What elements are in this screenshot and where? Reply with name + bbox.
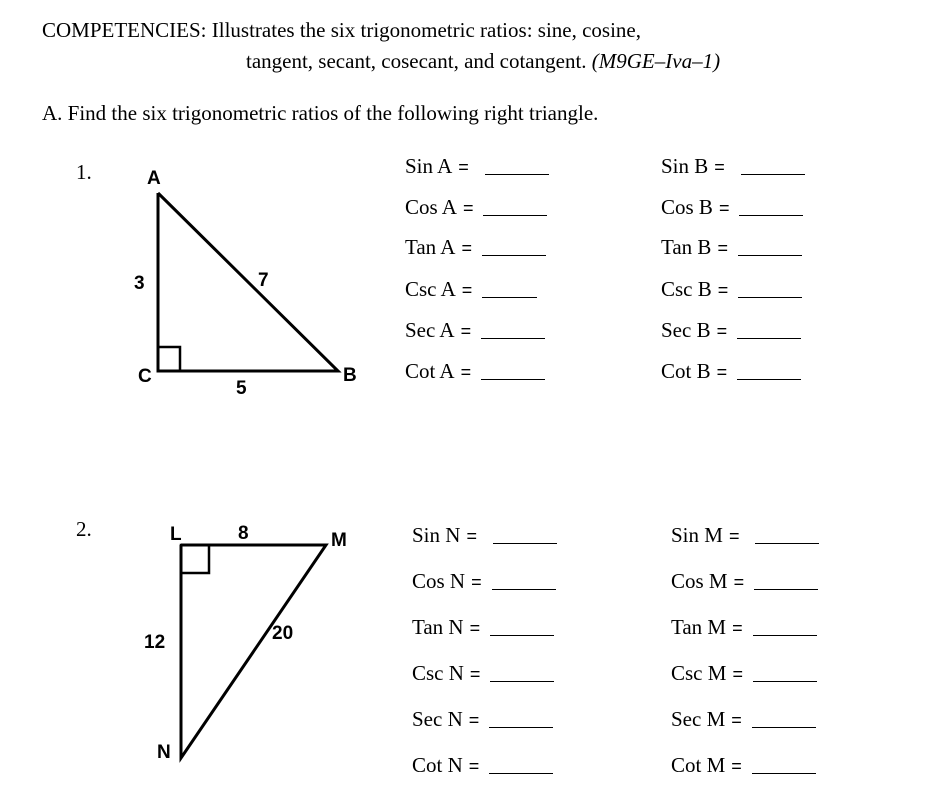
side-ab-label: 7 xyxy=(258,270,269,291)
ratio-tan-a xyxy=(405,235,546,260)
equals-sign: = xyxy=(728,526,740,546)
ratio-label: Csc A xyxy=(405,277,456,301)
answer-blank xyxy=(738,296,802,298)
ratio-sin-b xyxy=(661,154,805,179)
ratio-cot-b xyxy=(661,359,801,384)
ratio-label: Cot M xyxy=(671,753,726,777)
equals-sign: = xyxy=(716,321,728,341)
answer-blank xyxy=(490,634,554,636)
equals-sign: = xyxy=(732,664,743,684)
ratio-label: Cot B xyxy=(661,359,711,383)
answer-blank xyxy=(739,214,803,216)
equals-sign: = xyxy=(469,664,481,684)
ratio-label: Tan A xyxy=(405,235,456,259)
equals-sign: = xyxy=(468,710,480,730)
equals-sign: = xyxy=(733,572,745,592)
ratio-label: Sin A xyxy=(405,154,453,178)
equals-sign: = xyxy=(460,362,472,382)
answer-blank xyxy=(754,588,818,590)
ratio-label: Sec M xyxy=(671,707,726,731)
answer-blank xyxy=(753,634,817,636)
answer-blank xyxy=(741,173,805,175)
equals-sign: = xyxy=(468,756,480,776)
ratio-csc-m xyxy=(671,661,817,686)
answer-blank xyxy=(737,337,801,339)
ratio-label: Tan N xyxy=(412,615,464,639)
answer-blank xyxy=(755,542,819,544)
equals-sign: = xyxy=(731,756,742,776)
answer-blank xyxy=(752,772,816,774)
equals-sign: = xyxy=(471,572,482,592)
triangle-lmn-sides xyxy=(181,545,326,758)
ratio-sin-m xyxy=(671,523,819,548)
ratio-label: Csc M xyxy=(671,661,727,685)
answer-blank xyxy=(493,542,557,544)
ratio-sec-b xyxy=(661,318,801,343)
ratio-label: Csc B xyxy=(661,277,712,301)
right-angle-marker-c xyxy=(158,347,180,371)
competencies-text: tangent, secant, cosecant, and cotangent. xyxy=(246,49,587,73)
ratio-label: Sin M xyxy=(671,523,723,547)
equals-sign: = xyxy=(717,280,729,300)
answer-blank xyxy=(738,254,802,256)
right-angle-marker-l xyxy=(181,545,209,573)
ratio-label: Sin N xyxy=(412,523,461,547)
vertex-a-label: A xyxy=(147,168,161,189)
equals-sign: = xyxy=(732,618,743,638)
answer-blank xyxy=(481,378,545,380)
ratio-label: Sec N xyxy=(412,707,463,731)
ratio-csc-n xyxy=(412,661,554,686)
ratio-label: Tan M xyxy=(671,615,727,639)
ratio-label: Csc N xyxy=(412,661,464,685)
triangle-lmn xyxy=(130,515,380,775)
answer-blank xyxy=(753,680,817,682)
triangle-acb xyxy=(120,160,380,400)
ratio-label: Cos N xyxy=(412,569,466,593)
answer-blank xyxy=(737,378,801,380)
competencies-line-1: COMPETENCIES: Illustrates the six trigonometric ratios: sine, cosine, xyxy=(42,18,642,42)
instruction-text: A. Find the six trigonometric ratios of the following right triangle. xyxy=(42,101,599,125)
equals-sign: = xyxy=(714,157,725,177)
vertex-c-label: C xyxy=(138,366,152,387)
answer-blank xyxy=(485,173,549,175)
answer-blank xyxy=(482,254,546,256)
ratio-sin-n xyxy=(412,523,557,548)
ratio-label: Cos B xyxy=(661,195,713,219)
problem-number-1: 1. xyxy=(76,160,92,184)
equals-sign: = xyxy=(731,710,742,730)
equals-sign: = xyxy=(458,157,469,177)
ratio-tan-b xyxy=(661,235,802,260)
ratio-label: Sec A xyxy=(405,318,455,342)
ratio-csc-b xyxy=(661,277,802,302)
equals-sign: = xyxy=(718,198,730,218)
ratio-sec-n xyxy=(412,707,553,732)
ratio-tan-m xyxy=(671,615,817,640)
equals-sign: = xyxy=(461,238,472,258)
answer-blank xyxy=(489,772,553,774)
vertex-l-label: L xyxy=(170,524,182,545)
answer-blank xyxy=(481,337,545,339)
vertex-n-label: N xyxy=(157,742,171,763)
answer-blank xyxy=(483,214,547,216)
ratio-label: Cos M xyxy=(671,569,728,593)
side-ac-label: 3 xyxy=(134,273,145,294)
ratio-csc-a xyxy=(405,277,537,302)
ratio-label: Tan B xyxy=(661,235,712,259)
ratio-label: Cot N xyxy=(412,753,463,777)
side-mn-label: 20 xyxy=(272,623,294,644)
equals-sign: = xyxy=(469,618,481,638)
ratio-label: Sin B xyxy=(661,154,709,178)
ratio-label: Sec B xyxy=(661,318,711,342)
ratio-sec-m xyxy=(671,707,816,732)
vertex-b-label: B xyxy=(343,365,357,386)
answer-blank xyxy=(490,680,554,682)
side-ln-label: 12 xyxy=(144,632,166,653)
ratio-sec-a xyxy=(405,318,545,343)
answer-blank xyxy=(752,726,816,728)
ratio-cot-m xyxy=(671,753,816,778)
ratio-label: Cot A xyxy=(405,359,455,383)
ratio-cos-b xyxy=(661,195,803,220)
triangle-acb-sides xyxy=(158,193,338,371)
equals-sign: = xyxy=(716,362,728,382)
ratio-cot-n xyxy=(412,753,553,778)
ratio-cos-a xyxy=(405,195,547,220)
competency-code: (M9GE–Iva–1) xyxy=(591,49,721,73)
equals-sign: = xyxy=(717,238,728,258)
ratio-cos-m xyxy=(671,569,818,594)
competencies-line-2 xyxy=(246,49,720,74)
answer-blank xyxy=(489,726,553,728)
ratio-tan-n xyxy=(412,615,554,640)
problem-number-2: 2. xyxy=(76,517,92,541)
ratio-sin-a xyxy=(405,154,549,179)
answer-blank xyxy=(492,588,556,590)
answer-blank xyxy=(482,296,537,298)
equals-sign: = xyxy=(462,198,474,218)
ratio-cot-a xyxy=(405,359,545,384)
ratio-label: Cos A xyxy=(405,195,457,219)
side-lm-label: 8 xyxy=(238,523,249,544)
equals-sign: = xyxy=(460,321,472,341)
vertex-m-label: M xyxy=(331,530,347,551)
side-cb-label: 5 xyxy=(236,378,247,399)
equals-sign: = xyxy=(466,526,477,546)
equals-sign: = xyxy=(461,280,473,300)
ratio-cos-n xyxy=(412,569,556,594)
